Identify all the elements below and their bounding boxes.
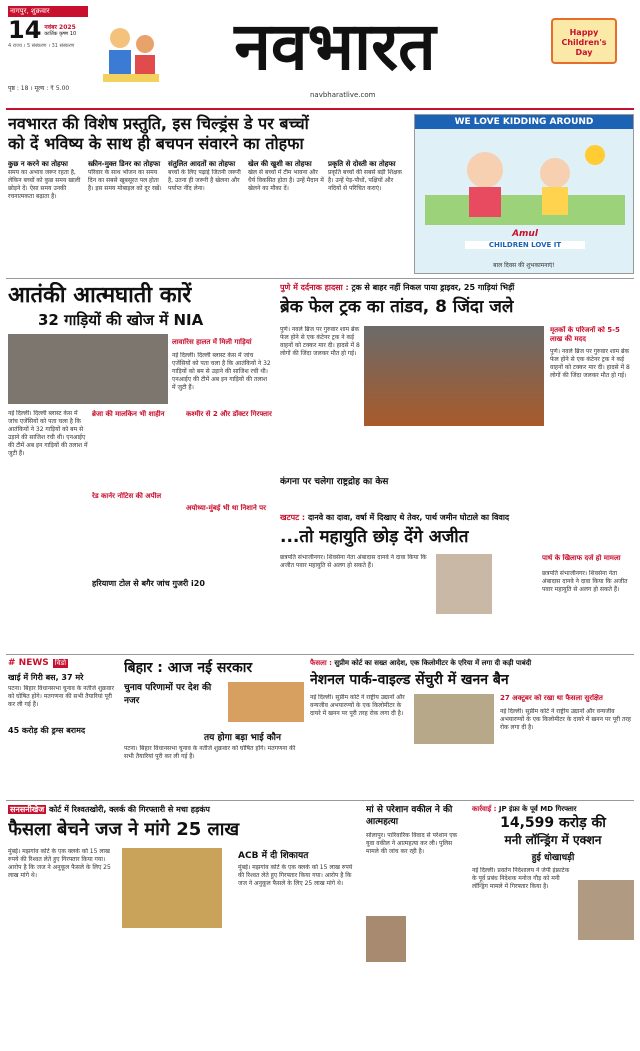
sc-kicker-rest: सुप्रीम कोर्ट का सख्त आदेश, एक किलोमीटर के एरिया में लगा दी कड़ी पाबंदी xyxy=(334,659,532,667)
pawar-body: छत्रपति संभाजीनगर। शिवसेना नेता अंबादास दानवे ने दावा किया कि अजीत पवार महायुति से अलग हो सकते हैं। xyxy=(280,554,427,569)
badge-text: Happy Children's Day xyxy=(561,28,607,57)
sc-body: नई दिल्ली। सुप्रीम कोर्ट ने राष्ट्रीय उद्यानों और वन्यजीव अभयारण्यों के एक किलोमीटर के दायरे में खनन पर पूरी तरह रोक लगा दी है। xyxy=(310,694,405,717)
news-tag: विडो xyxy=(54,658,67,667)
terror-side-1: ब्रेजा की मालकिन भी शाहीन xyxy=(92,410,165,418)
sc-court-photo xyxy=(414,694,494,744)
sc-story xyxy=(310,658,634,798)
truck-kicker: पुणे में दर्दनाक हादसा : xyxy=(280,283,349,292)
pawar-side: पार्थ के खिलाफ दर्ज हो मामला xyxy=(542,554,621,562)
truck-headline: ब्रेक फेल ट्रक का तांडव, 8 जिंदा जले xyxy=(280,297,514,317)
truck-side-body: पुणे। नवले ब्रिज पर गुरुवार शाम ब्रेक फेल होने से एक कंटेनर ट्रक ने कई वाहनों को टक्कर मार दी। हादसे में 8 लोगों की जिंदा जलकर मौत हो गई। xyxy=(550,348,630,379)
bribe-side: ACB में दी शिकायत xyxy=(238,851,309,861)
sc-headline: नेशनल पार्क-वाइल्ड सेंचुरी में खनन बैन xyxy=(310,672,509,688)
ed-headline-1: 14,599 करोड़ की xyxy=(500,815,606,831)
lawyer-photo xyxy=(366,916,406,962)
pawar-photo xyxy=(436,554,492,614)
pawar-kicker-rest: दानवे का दावा, वर्षा में दिखाए थे तेवर, पार्थ जमीन घोटाले का विवाद xyxy=(307,513,510,522)
bribe-story xyxy=(8,804,360,1044)
month-year: नवंबर 2025 xyxy=(44,24,76,31)
terror-headline: आतंकी आत्मघाती कारें xyxy=(8,283,192,308)
childrens-day-badge xyxy=(545,10,625,80)
ed-body: नई दिल्ली। प्रवर्तन निदेशालय ने जेपी इंफ्राटेक के पूर्व प्रबंध निदेशक मनोज गौड़ को मनी लॉन्ड्रिंग मामले में गिरफ्तार किया है। xyxy=(472,867,570,890)
lead-headline-1: नवभारत की विशेष प्रस्तुति, इस चिल्ड्रंस डे पर बच्चों xyxy=(8,114,309,133)
ed-kicker-rest: JP इंफ्रा के पूर्व MD गिरफ्तार xyxy=(498,805,577,813)
kids-reading-icon xyxy=(95,8,165,88)
amul-girl-icon xyxy=(425,135,625,225)
bihar-leaders-photo xyxy=(228,682,304,722)
truck-fire-photo xyxy=(364,326,544,426)
ed-story xyxy=(472,804,634,1044)
sc-side: 27 अक्टूबर को रखा था फैसला सुरक्षित xyxy=(500,694,603,702)
masthead xyxy=(0,0,640,110)
pages-price: पृष्ठ : 18 । मूल्य : ₹ 5.00 xyxy=(8,85,70,92)
children-illustration xyxy=(95,8,165,88)
lawyer-story xyxy=(366,804,466,1044)
ed-sub: हुई धोखाधड़ी xyxy=(531,853,575,863)
amul-brand: Amul xyxy=(512,229,538,239)
bribe-scales-photo xyxy=(122,848,222,928)
bihar-headline: बिहार : आज नई सरकार xyxy=(124,660,253,676)
news-label: # NEWS xyxy=(8,658,49,668)
bihar-sub-2: तय होगा बड़ा भाई कौन xyxy=(204,733,281,743)
lead-column-2: स्क्रीन-मुक्त डिनर का तोहफा परिवार के साथ भोजन का समय दिन का सबसे खूबसूरत पल होता है। इस समय मोबाइल को दूर रखें। xyxy=(88,160,162,192)
terror-side-4: अयोध्या-मुंबई भी था निशाने पर xyxy=(186,504,267,512)
bihar-body: पटना। बिहार विधानसभा चुनाव के नतीजे शुक्रवार को घोषित होंगे। मतगणना की सभी तैयारियां पूरी कर ली गई हैं। xyxy=(124,745,296,760)
amul-tag: CHILDREN LOVE IT xyxy=(465,241,585,249)
bribe-body: मुंबई। मझगांव कोर्ट के एक क्लर्क को 15 लाख रुपये की रिश्वत लेते हुए गिरफ्तार किया गया। आरोप है कि जज ने अनुकूल फैसले के लिए 25 लाख मांगे थे। xyxy=(8,848,111,879)
lead-column-3: संतुलित आदतों का तोहफा बच्चों के लिए पढ़ाई जितनी जरूरी है, उतना ही जरूरी है खेलना और पर्याप्त नींद लेना। xyxy=(168,160,241,192)
terror-story xyxy=(8,282,272,652)
truck-body: पुणे। नवले ब्रिज पर गुरुवार शाम ब्रेक फेल होने से एक कंटेनर ट्रक ने कई वाहनों को टक्कर मार दी। हादसे में 8 लोगों की जिंदा जलकर मौत हो गई। xyxy=(280,326,360,357)
bihar-sub-1: चुनाव परिणामों पर देश की नजर xyxy=(124,683,212,706)
bribe-headline: फैसला बेचने जज ने मांगे 25 लाख xyxy=(8,819,240,840)
tithi: कार्तिक कृष्ण 10 xyxy=(44,31,77,37)
lead-column-4: खेल की खुशी का तोहफा खेल से बच्चों में टीम भावना और धैर्य विकसित होता है। उन्हें मैदान में खेलने का मौका दें। xyxy=(248,160,324,192)
terror-subhead: 32 गाड़ियों की खोज में NIA xyxy=(38,311,204,329)
pawar-side-body: छत्रपति संभाजीनगर। शिवसेना नेता अंबादास दानवे ने दावा किया कि अजीत पवार महायुति से अलग हो सकते हैं। xyxy=(542,570,628,593)
amul-slogan: WE LOVE KIDDING AROUND xyxy=(415,115,633,129)
terror-photo-cars xyxy=(8,334,168,404)
ed-photo xyxy=(578,880,634,940)
date-number: 14 xyxy=(8,16,42,44)
misc-info: 4 राज्य । 5 संस्करण । 31 संस्करण xyxy=(8,43,75,49)
terror-side-2: कश्मीर से 2 और डॉक्टर गिरफ्तार xyxy=(186,410,272,418)
news-strip xyxy=(8,658,118,768)
lead-headline-2: को दें भविष्य के साथ ही बचपन संवारने का तोहफा xyxy=(8,134,304,153)
truck-kicker-rest: ट्रक से बाहर नहीं निकल पाया ड्राइवर, 25 गाड़ियां भिड़ीं xyxy=(351,283,515,292)
kangana-headline: कंगना पर चलेगा राष्ट्रद्रोह का केस xyxy=(280,477,389,487)
truck-side-title: मृतकों के परिजनों को 5-5 लाख की मदद xyxy=(550,326,620,343)
terror-bottom: हरियाणा टोल से बगैर जांच गुजरी i20 xyxy=(92,579,205,588)
bihar-story xyxy=(124,658,304,798)
amul-ad xyxy=(414,114,634,274)
amul-caption: बाल दिवस की शुभकामनाएं! xyxy=(493,262,555,269)
sc-side-body: नई दिल्ली। सुप्रीम कोर्ट ने राष्ट्रीय उद्यानों और वन्यजीव अभयारण्यों के एक किलोमीटर के दायरे में खनन पर पूरी तरह रोक लगा दी है। xyxy=(500,708,631,731)
terror-body: नई दिल्ली। दिल्ली ब्लास्ट केस में जांच एजेंसियों को पता चला है कि आतंकियों ने 32 गाड़ियों को बम से उड़ाने की साजिश रची थी। एनआईए की टीमें अब इन गाड़ियों की तलाश में जुटी हैं। xyxy=(8,410,88,457)
lawyer-headline: मां से परेशान वकील ने की आत्महत्या xyxy=(366,805,453,827)
terror-intro: नई दिल्ली। दिल्ली ब्लास्ट केस में जांच एजेंसियों को पता चला है कि आतंकियों ने 32 गाड़ियों को बम से उड़ाने की साजिश रची थी। एनआईए की टीमें अब इन गाड़ियों की तलाश में जुटी हैं। xyxy=(172,352,271,391)
date-block xyxy=(8,6,88,64)
news-item-2: 45 करोड़ की ड्रग्स बरामद xyxy=(8,726,86,735)
bribe-side-body: मुंबई। मझगांव कोर्ट के एक क्लर्क को 15 लाख रुपये की रिश्वत लेते हुए गिरफ्तार किया गया। आरोप है कि जज ने अनुकूल फैसले के लिए 25 लाख मांगे थे। xyxy=(238,864,353,887)
bribe-kicker-rest: कोर्ट में रिश्वतखोरी, क्लर्क की गिरफ्तारी से मचा हड़कंप xyxy=(49,805,210,814)
website: navbharatlive.com xyxy=(310,91,376,99)
news-item-1-body: पटना। बिहार विधानसभा चुनाव के नतीजे शुक्रवार को घोषित होंगे। मतगणना की सभी तैयारियां पूरी कर ली गई हैं। xyxy=(8,685,114,708)
ed-kicker: कार्रवाई : xyxy=(472,805,497,813)
terror-side-3: रेड कार्नर नोटिस की अपील xyxy=(92,492,162,500)
lead-column-1: कुछ न करने का तोहफा समय का अभाव जरूर रहता है, लेकिन बच्चों को कुछ समय खाली छोड़ने दें। ऐसा समय उनकी रचनात्मकता बढ़ाता है। xyxy=(8,160,81,200)
pawar-headline: ...तो महायुति छोड़ देंगे अजीत xyxy=(280,527,469,547)
news-item-1: खाई में गिरी बस, 37 मरे xyxy=(8,673,84,682)
paper-title: नवभारत xyxy=(234,8,436,85)
pawar-story xyxy=(280,512,634,652)
pawar-kicker: खटपट : xyxy=(280,513,306,522)
terror-photo-caption: लावारिस हालत में मिली गाड़ियां xyxy=(172,338,252,346)
bribe-kicker: सनसनीखेज xyxy=(10,805,45,814)
ed-headline-2: मनी लॉन्ड्रिंग में एक्शन xyxy=(504,833,602,847)
lead-story xyxy=(8,114,408,274)
kangana-story xyxy=(280,476,530,496)
lawyer-body: सोलापुर। पारिवारिक विवाद से परेशान एक युवा वकील ने आत्महत्या कर ली। पुलिस मामले की जांच कर रही है। xyxy=(366,832,458,855)
lead-column-5: प्रकृति से दोस्ती का तोहफा प्रकृति बच्चों की सबसे बड़ी शिक्षक है। उन्हें पेड़-पौधों, पक्षियों और नदियों से परिचित कराएं। xyxy=(328,160,403,192)
city-day: नागपुर, शुक्रवार xyxy=(8,6,88,17)
sc-kicker: फैसला : xyxy=(310,659,332,667)
